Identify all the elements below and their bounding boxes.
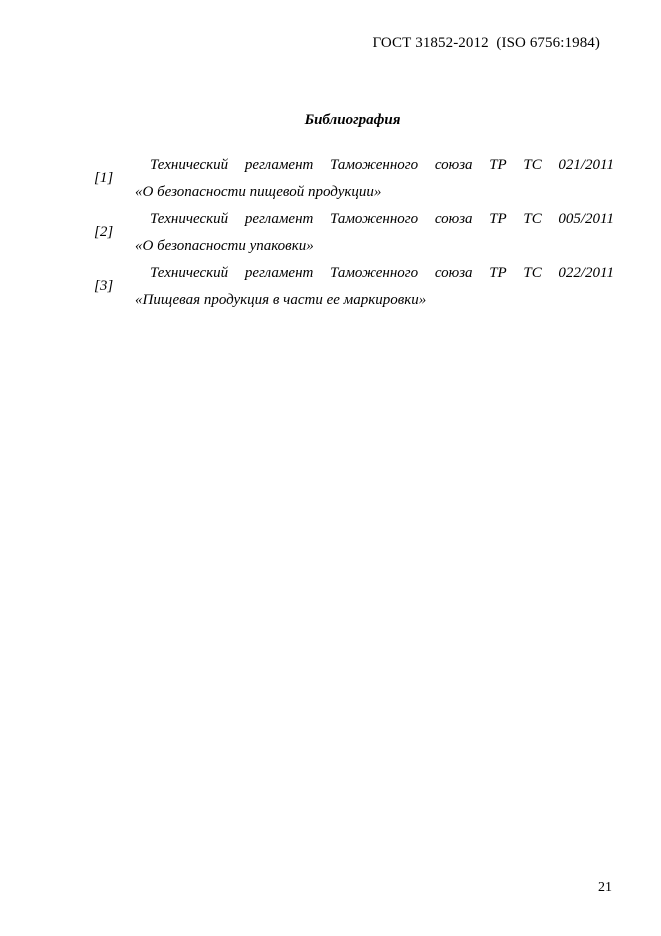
entry-word: Таможенного: [330, 265, 419, 281]
entry-word: 005/2011: [558, 211, 614, 227]
entry-number: [2]: [94, 224, 114, 240]
entry-word: регламент: [244, 157, 314, 173]
entry-word: регламент: [244, 265, 314, 281]
entry-word: ТР: [489, 265, 507, 281]
page-number: 21: [598, 880, 612, 895]
entry-subtitle-line: «Пищевая продукция в части ее маркировки»: [135, 292, 427, 308]
entry-word: Таможенного: [330, 211, 419, 227]
bibliography-entry: [94, 150, 614, 204]
entry-title-line: [150, 157, 614, 174]
entry-word: союза: [434, 265, 473, 281]
entry-word: союза: [434, 157, 473, 173]
entry-subtitle-line: «О безопасности пищевой продукции»: [135, 184, 382, 200]
entry-word: 022/2011: [558, 265, 614, 281]
document-header: ГОСТ 31852-2012 (ISO 6756:1984): [372, 35, 600, 51]
entry-word: ТР: [489, 211, 507, 227]
entry-number: [3]: [94, 278, 114, 294]
bibliography-list: [94, 150, 614, 312]
entry-word: 021/2011: [558, 157, 614, 173]
entry-number: [1]: [94, 170, 114, 186]
entry-word: союза: [434, 211, 473, 227]
entry-word: ТР: [489, 157, 507, 173]
entry-subtitle-line: «О безопасности упаковки»: [135, 238, 314, 254]
entry-title-line: [150, 211, 614, 228]
bibliography-entry: [94, 204, 614, 258]
section-title: Библиография: [304, 112, 401, 128]
entry-word: ТС: [523, 265, 542, 281]
entry-word: регламент: [244, 211, 314, 227]
entry-title-line: [150, 265, 614, 282]
entry-word: Технический: [150, 157, 229, 173]
entry-word: Таможенного: [330, 157, 419, 173]
bibliography-entry: [94, 258, 614, 312]
entry-word: Технический: [150, 265, 229, 281]
entry-word: Технический: [150, 211, 229, 227]
entry-word: ТС: [523, 211, 542, 227]
entry-word: ТС: [523, 157, 542, 173]
